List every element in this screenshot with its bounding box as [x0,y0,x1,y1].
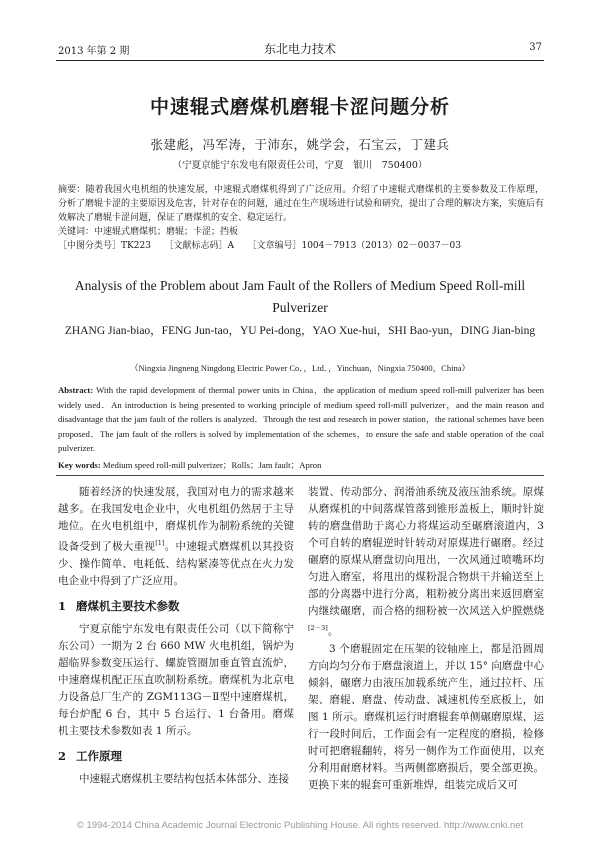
paragraph-1: 装置、传动部分、润滑油系统及液压油系统。原煤从磨煤机的中间落煤管落到锥形盖板上，顺时针旋转的磨盘借助于离心力将煤运动至碾磨滚道内，3 个可自转的磨辊逆时针转动对原煤进行碾磨。经过碾磨的原煤从磨盘切向甩出，一次风通过喷嘴环均匀进入磨室，将甩出的煤粉混合物烘干并输送至上部的分离器中进行分离，粗粉被分离出来返回磨室内继续碾磨，而合格的细粉被一次风送入炉膛燃烧[2－3]。 [308,486,544,638]
header-rule [56,60,544,61]
abstract-en-label: Abstract: [58,385,94,395]
keywords-cn-label: 关键词： [58,227,95,237]
section-1-text: 宁夏京能宁东发电有限责任公司（以下简称宁东公司）一期为 2 台 660 MW 火电机组，锅炉为超临界参数变压运行、螺旋管圈加垂直管直流炉，中速磨煤机配正压直吹制粉系统。磨煤机为北京电力设备总厂生产的 ZGM113G－Ⅱ型中速磨煤机，每台炉配 6 台，其中 5 台运行、1 台备用。磨煤机主要技术参数如表 1 所示。 [58,622,294,737]
title-cn: 中速辊式磨煤机磨辊卡涩问题分析 [149,96,450,118]
intro-paragraph: 随着经济的快速发展，我国对电力的需求越来越多。在我国发电企业中，火电机组仍然居于主导地位。在火电机组中，磨煤机作为制粉系统的关键设备受到了极大重视[1]。中速辊式磨煤机以其投资少、操作简单、电耗低、结构紧凑等优点在火力发电企业中得到了广泛应用。 [58,486,295,587]
abstract-en-text: With the rapid development of thermal power units in China，the application of medium speed roll-mill pulverizer has been widely used．An introduction is being presented to working principle of medium speed roll-mill pulverizer，and the main reason and disadvantage that the jam fault of the rollers is analyzed．Through the test and research in power station，the rational schemes have been proposed．The jam fault of the rollers is solved by implementation of the schemes，to ensure the safe and stable operation of the coal pulverizer. [58,385,545,454]
authors-en: ZHANG Jian-biao，FENG Jun-tao，YU Pei-dong，YAO Xue-hui，SHI Bao-yun，DING Jian-bing [64,325,536,337]
citation: [1] [155,539,165,547]
citation: [2－3] [308,624,328,632]
keywords-en-label: Key words: [58,460,101,470]
section-1-heading: 1 磨煤机主要技术参数 [58,598,180,613]
journal-name: 东北电力技术 [263,42,336,56]
paragraph-2: 3 个磨辊固定在压架的铰轴座上，都是沿圆周方向均匀分布于磨盘滚道上，并以 15° 向磨盘中心倾斜，碾磨力由液压加载系统产生，通过拉杆、压架、磨辊、磨盘、传动盘、减速机传至底板上，如图 1 所示。磨煤机运行时磨辊套单侧碾磨原煤，运行一段时间后，工作面会有一定程度的磨损，检修时可把磨辊翻转，将另一侧作为工作面使用，以充分利用耐磨材料。当两侧都磨损后，要全部更换。更换下来的辊套可重新堆焊，组装完成后又可 [308,642,544,791]
abstract-en [58,383,544,456]
page-number: 37 [529,42,542,53]
affiliation-cn: （宁夏京能宁东发电有限责任公司，宁夏 银川 750400） [172,160,428,171]
keywords-en: Medium speed roll-mill pulverizer；Rolls；Jam fault；Apron [102,460,322,470]
abstract-cn-text: 随着我国火电机组的快速发展，中速辊式磨煤机得到了广泛应用。介绍了中速辊式磨煤机的主要参数及工作原理，分析了磨辊卡涩的主要原因及危害，针对存在的问题，通过在生产现场进行试验和研究，提出了合理的解决方案，实施后有效解决了磨辊卡涩问题，保证了磨煤机的安全、稳定运行。 [58,185,545,223]
affiliation-en: （Ningxia Jingneng Ningdong Electric Power Co．，Ltd．，Yinchuan，Ningxia 750400，China） [130,363,470,373]
article-label: ［文章编号］ [251,241,302,251]
doc-label: ［文献标志码］ [168,241,228,251]
keywords-cn: 中速辊式磨煤机；磨辊；卡涩；挡板 [94,227,239,237]
section-2-text: 中速辊式磨煤机主要结构包括本体部分、连接 [79,772,289,785]
title-en: Analysis of the Problem about Jam Fault of the Rollers of Medium Speed Roll-mill Pulverizer [74,278,526,315]
body-column-right [308,484,544,794]
authors-cn: 张建彪，冯军涛，于沛东，姚学会，石宝云，丁建兵 [150,137,450,152]
class-label: ［中图分类号］ [58,241,122,251]
class-value: TK223 [121,241,151,251]
abstract-cn [58,183,544,253]
section-2-heading: 2 工作原理 [58,748,122,763]
body-column-left [58,484,294,788]
doc-value: A [227,241,234,251]
copyright-footer: © 1994-2014 China Academic Journal Electronic Publishing House. All rights reserved. http://www.cnki.net [76,820,524,831]
article-value: 1004－7913（2013）02－0037－03 [301,241,462,251]
abstract-rule [56,475,544,476]
issue-label: 2013 年第 2 期 [58,46,130,57]
keywords-en-line [58,459,544,471]
abstract-cn-label: 摘要： [58,185,86,195]
